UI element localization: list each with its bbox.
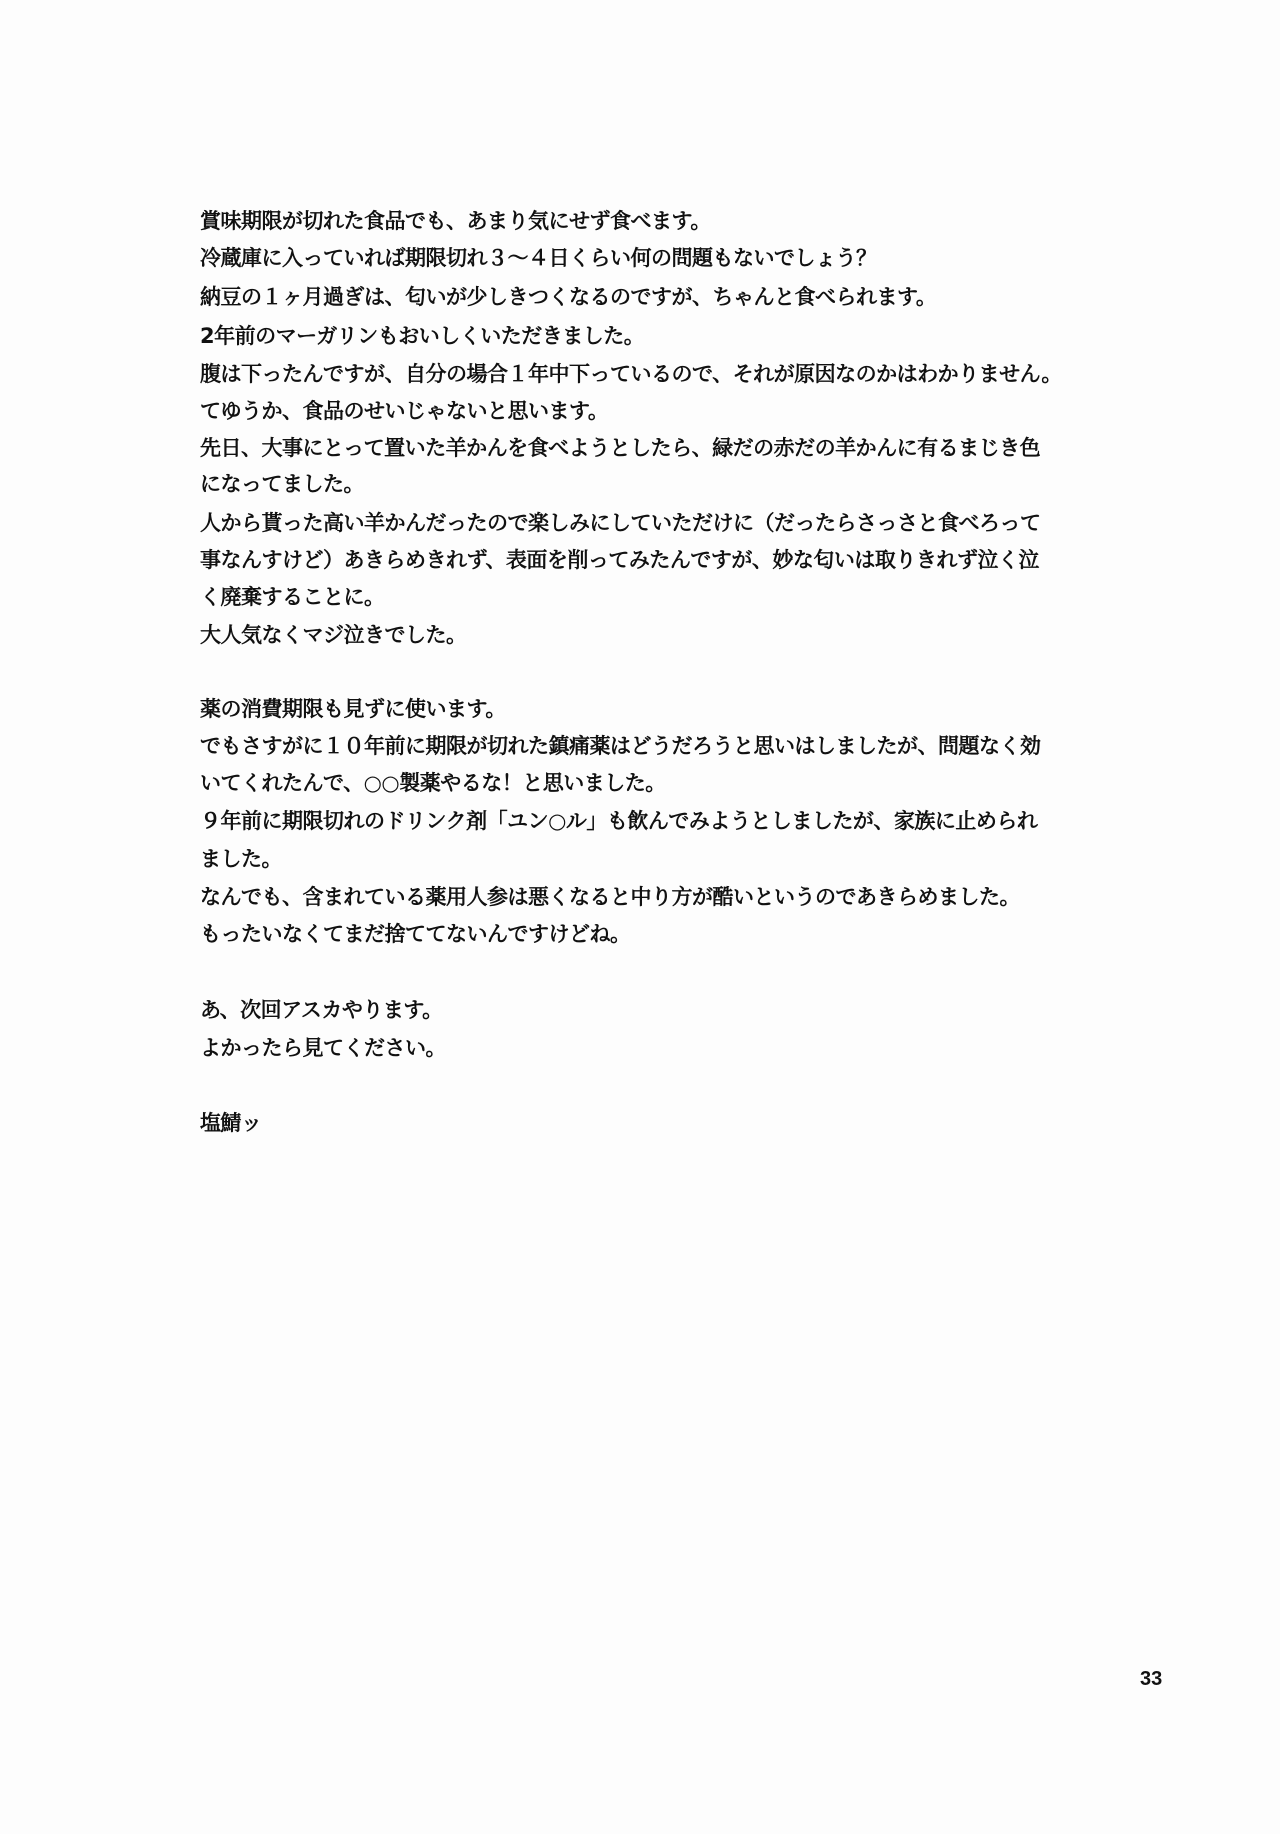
page-number: 33: [1140, 1668, 1163, 1690]
text-line: 大人気なくマジ泣きでした。: [200, 623, 467, 647]
text-line: 納豆の１ヶ月過ぎは、匂いが少しきつくなるのですが、ちゃんと食べられます。: [200, 285, 937, 309]
text-line: てゆうか、食品のせいじゃないと思います。: [200, 399, 609, 423]
text-line: あ、次回アスカやります。: [200, 998, 443, 1022]
text-line: でもさすがに１０年前に期限が切れた鎮痛薬はどうだろうと思いはしましたが、問題なく効: [200, 734, 1041, 758]
text-line: 薬の消費期限も見ずに使います。: [200, 697, 506, 721]
text-line: 事なんすけど）あきらめきれず、表面を削ってみたんですが、妙な匂いは取りきれず泣く泣: [200, 548, 1039, 572]
text-line: 人から貰った高い羊かんだったので楽しみにしていただけに（だったらさっさと食べろって: [200, 511, 1041, 535]
text-line: 賞味期限が切れた食品でも、あまり気にせず食べます。: [200, 209, 711, 233]
text-line: 腹は下ったんですが、自分の場合１年中下っているので、それが原因なのかはわかりません。: [200, 362, 1062, 386]
text-line: ました。: [200, 847, 282, 871]
text-line: ９年前に期限切れのドリンク剤「ユン○ル」も飲んでみようとしましたが、家族に止められ: [200, 809, 1038, 833]
text-line: になってました。: [200, 472, 364, 496]
text-line: く廃棄することに。: [200, 585, 385, 609]
text-line: 2年前のマーガリンもおいしくいただきました。: [200, 324, 645, 348]
text-line: 先日、大事にとって置いた羊かんを食べようとしたら、緑だの赤だの羊かんに有るまじき色: [200, 436, 1041, 460]
author-signature: 塩鯖ッ: [200, 1111, 262, 1135]
text-line: いてくれたんで、○○製薬やるな！と思いました。: [200, 771, 666, 795]
text-line: なんでも、含まれている薬用人参は悪くなると中り方が酷いというのであきらめました。: [200, 885, 1020, 909]
text-line: よかったら見てください。: [200, 1036, 446, 1060]
text-line: もったいなくてまだ捨ててないんですけどね。: [200, 922, 631, 946]
text-line: 冷蔵庫に入っていれば期限切れ３〜４日くらい何の問題もないでしょう？: [200, 246, 877, 270]
